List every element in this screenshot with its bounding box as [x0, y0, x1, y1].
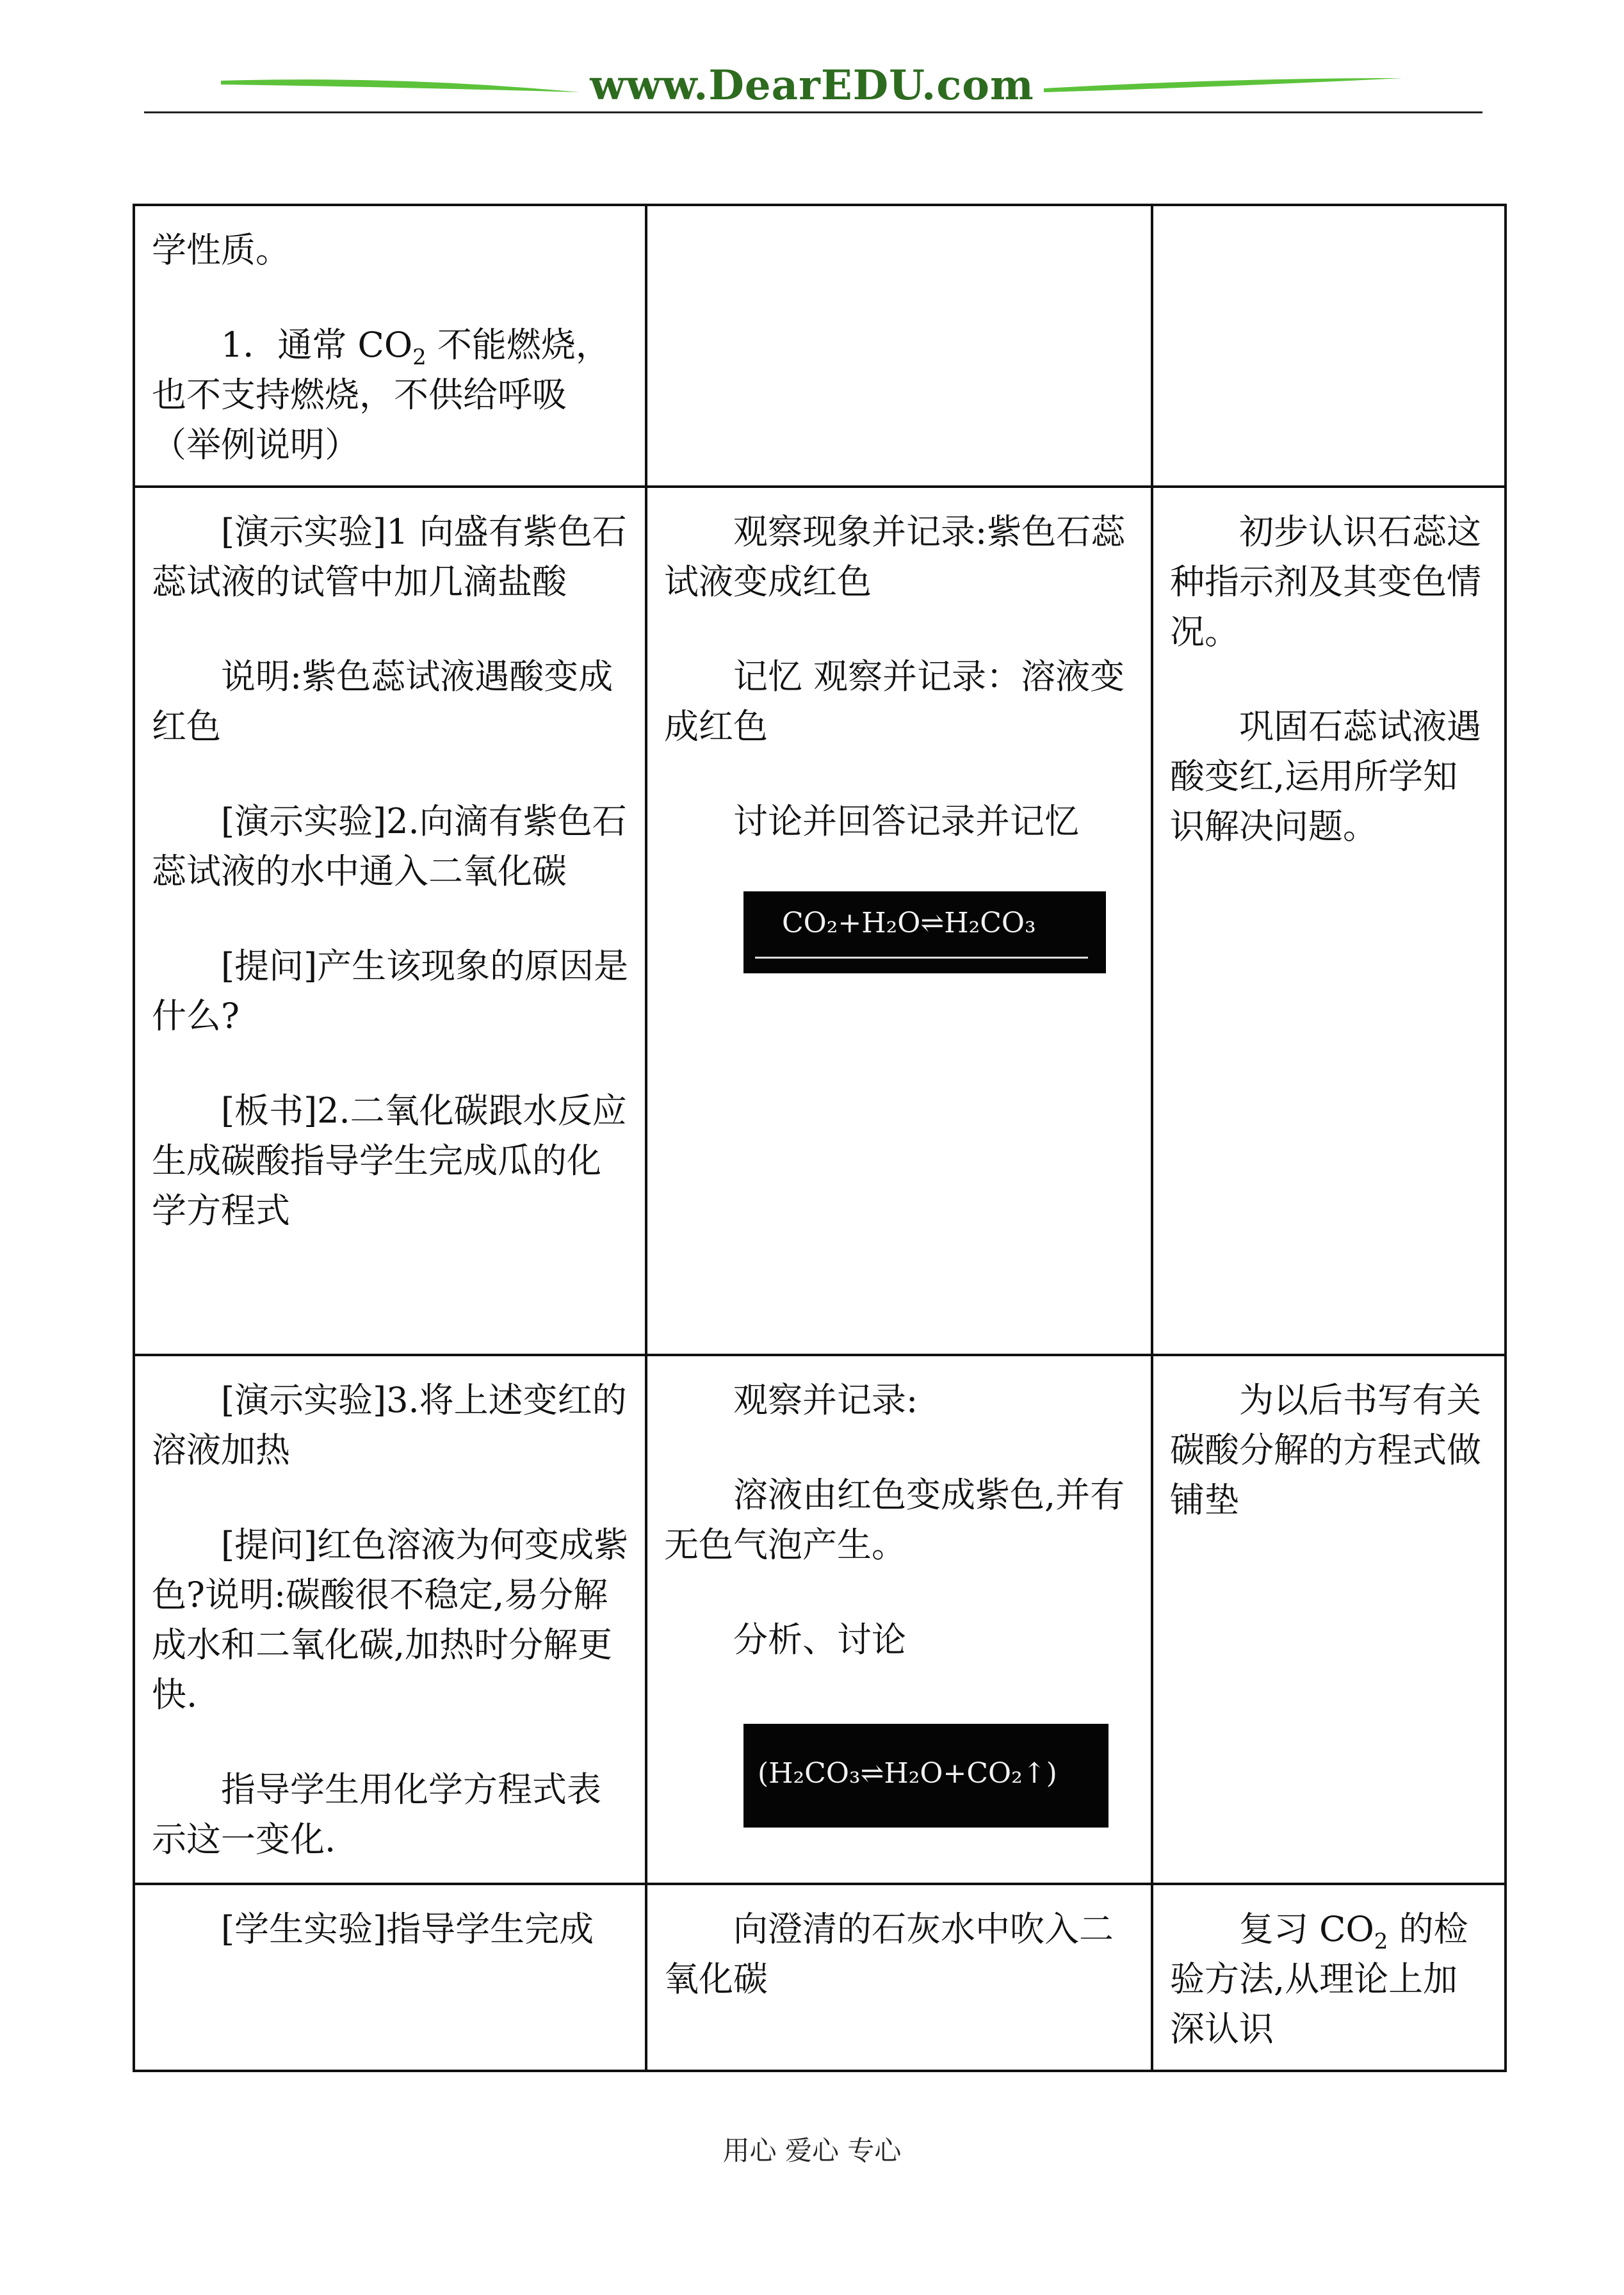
site-logo: www.DearEDU.com	[590, 61, 1034, 109]
equation-image	[743, 891, 1106, 973]
lesson-table	[133, 204, 1507, 2072]
cell-text: 巩固石蕊试液遇酸变红,运用所学知识解决问题。	[1170, 706, 1481, 847]
teacher-activity-cell	[134, 487, 646, 1355]
equation-text: (H₂CO₃⇌H₂O+CO₂↑)	[758, 1757, 1057, 1790]
cell-text: [演示实验]3.将上述变红的溶液加热	[152, 1380, 627, 1470]
cell-text: [提问]红色溶液为何变成紫色?说明:碳酸很不稳定,易分解成水和二氧化碳,加热时分解更快.	[152, 1525, 629, 1715]
page-footer: 用心 爱心 专心	[722, 2135, 902, 2166]
cell-text: [演示实验]2.向滴有紫色石蕊试液的水中通入二氧化碳	[152, 801, 627, 891]
design-intent-cell	[1152, 205, 1506, 487]
teacher-activity-cell	[134, 1355, 646, 1884]
cell-text: 向澄清的石灰水中吹入二氧化碳	[664, 1909, 1114, 1999]
equation-underline	[755, 957, 1088, 959]
cell-text: 1．通常 $CO_2$ 不能燃烧，也不支持燃烧，不供给呼吸（举例说明）	[152, 325, 610, 465]
equation-text: CO₂+H₂O⇌H₂CO₃	[782, 907, 1036, 939]
table-row	[134, 1884, 1506, 2071]
cell-text: 学性质。	[152, 230, 290, 270]
page-header	[0, 0, 1624, 128]
design-intent-cell	[1152, 487, 1506, 1355]
cell-text: 溶液由红色变成紫色,并有无色气泡产生。	[664, 1475, 1125, 1565]
cell-text: [板书]2.二氧化碳跟水反应生成碳酸指导学生完成瓜的化学方程式	[152, 1091, 627, 1231]
student-activity-cell	[646, 487, 1152, 1355]
cell-text: 初步认识石蕊这种指示剂及其变色情况。	[1170, 512, 1481, 652]
cell-text: 分析、讨论	[733, 1619, 906, 1660]
cell-text: [学生实验]指导学生完成	[221, 1909, 594, 1949]
teacher-activity-cell	[134, 1884, 646, 2071]
student-activity-cell	[646, 1884, 1152, 2071]
cell-text: 观察现象并记录:紫色石蕊试液变成红色	[664, 512, 1126, 602]
table-row	[134, 205, 1506, 487]
right-swoosh-decoration	[1044, 76, 1402, 95]
cell-text: 讨论并回答记录并记忆	[733, 801, 1079, 841]
cell-text: 记忆 观察并记录：溶液变成红色	[664, 656, 1125, 747]
table-row	[134, 1355, 1506, 1884]
student-activity-cell	[646, 205, 1152, 487]
design-intent-cell	[1152, 1355, 1506, 1884]
cell-text: [提问]产生该现象的原因是什么?	[152, 946, 629, 1036]
teacher-activity-cell	[134, 205, 646, 487]
cell-text: 说明:紫色蕊试液遇酸变成红色	[152, 656, 613, 747]
cell-text: [演示实验]1 向盛有紫色石蕊试液的试管中加几滴盐酸	[152, 512, 627, 602]
table-row	[134, 487, 1506, 1355]
cell-text: 为以后书写有关碳酸分解的方程式做铺垫	[1170, 1380, 1481, 1520]
cell-text: 观察并记录:	[733, 1380, 918, 1420]
equation-image	[743, 1724, 1108, 1828]
header-rule	[144, 111, 1482, 113]
cell-text: 指导学生用化学方程式表示这一变化.	[152, 1769, 601, 1860]
student-activity-cell	[646, 1355, 1152, 1884]
design-intent-cell	[1152, 1884, 1506, 2071]
cell-text: 复习 $CO_2$ 的检验方法,从理论上加深认识	[1170, 1909, 1468, 2049]
